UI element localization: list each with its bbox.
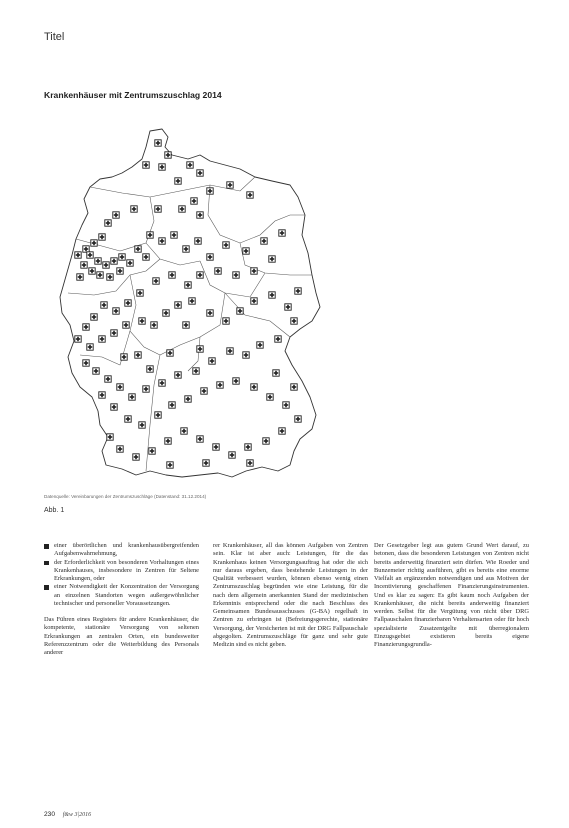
hospital-marker-icon bbox=[99, 392, 105, 398]
hospital-marker-icon bbox=[151, 322, 157, 328]
figure-label: Abb. 1 bbox=[44, 507, 65, 514]
hospital-marker-icon bbox=[165, 152, 171, 158]
hospital-marker-icon bbox=[123, 322, 129, 328]
hospital-marker-icon bbox=[139, 318, 145, 324]
hospital-marker-icon bbox=[169, 272, 175, 278]
hospital-marker-icon bbox=[129, 394, 135, 400]
hospital-marker-icon bbox=[99, 336, 105, 342]
hospital-marker-icon bbox=[263, 438, 269, 444]
hospital-marker-icon bbox=[269, 256, 275, 262]
hospital-marker-icon bbox=[159, 380, 165, 386]
hospital-marker-icon bbox=[143, 162, 149, 168]
page-number: 230 bbox=[44, 811, 56, 818]
hospital-marker-icon bbox=[207, 254, 213, 260]
hospital-marker-icon bbox=[167, 350, 173, 356]
hospital-marker-icon bbox=[149, 448, 155, 454]
text-column-3 bbox=[374, 542, 529, 657]
hospital-marker-icon bbox=[75, 336, 81, 342]
hospital-marker-icon bbox=[197, 436, 203, 442]
hospital-marker-icon bbox=[243, 248, 249, 254]
hospital-marker-icon bbox=[171, 232, 177, 238]
hospital-marker-icon bbox=[273, 370, 279, 376]
hospital-marker-icon bbox=[105, 376, 111, 382]
state-border bbox=[130, 275, 160, 355]
hospital-marker-icon bbox=[291, 384, 297, 390]
list-item-text: einer Notwendigkeit der Konzentration der Versorgung an einzelnen Standorten wegen außergewöhnlicher technischer und personeller Voraussetzungen. bbox=[54, 583, 199, 607]
hospital-marker-icon bbox=[223, 318, 229, 324]
hospital-marker-icon bbox=[101, 302, 107, 308]
hospital-marker-icon bbox=[251, 384, 257, 390]
state-border bbox=[208, 185, 305, 243]
hospital-marker-icon bbox=[201, 388, 207, 394]
hospital-marker-icon bbox=[113, 212, 119, 218]
hospital-marker-icon bbox=[95, 258, 101, 264]
hospital-marker-icon bbox=[269, 292, 275, 298]
hospital-marker-icon bbox=[167, 462, 173, 468]
bullet-square-icon bbox=[44, 585, 49, 590]
state-border bbox=[188, 337, 200, 371]
hospital-markers bbox=[75, 140, 301, 468]
hospital-marker-icon bbox=[185, 282, 191, 288]
hospital-marker-icon bbox=[245, 444, 251, 450]
hospital-marker-icon bbox=[159, 164, 165, 170]
hospital-marker-icon bbox=[143, 386, 149, 392]
list-item bbox=[44, 559, 199, 584]
list-item-text: einer überörtlichen und krankenhausübergreifenden Aufgabenwahrnehmung, bbox=[54, 542, 199, 558]
hospital-marker-icon bbox=[159, 238, 165, 244]
paragraph: Der Gesetzgeber legt aus gutem Grund Wert darauf, zu betonen, dass die besonderen Leistungen von Zentren nicht bereits anderweitig finanziert sein dürfen. Wie Roeder und Bunzemeier richtig ausführen, gibt es bereits eine enorme Vielfalt an ergänzenden notwendigen und aus Motiven der Incentivierung geschaffenen Finanzierungsinstrumenten. Und es klar zu sagen: Es gibt kaum noch Aufgaben der Krankenhäuser, die nicht bereits anderweitig finanziert werden. Selbst für die Vergütung von nicht über DRG Fallpauschalen finanzierbaren Verhaltensarten oder für hoch spezialisierte Zusatzentgelte mit überregionalem Einzugsgebiet existieren bereits eigene Finanzierungsgrundla- bbox=[374, 542, 529, 648]
hospital-marker-icon bbox=[181, 428, 187, 434]
hospital-marker-icon bbox=[213, 444, 219, 450]
list-item bbox=[44, 583, 199, 608]
list-item bbox=[44, 542, 199, 559]
hospital-marker-icon bbox=[275, 336, 281, 342]
state-border bbox=[146, 197, 200, 265]
bullet-square-icon bbox=[44, 561, 49, 566]
hospital-marker-icon bbox=[243, 352, 249, 358]
journal-name: f&w 3|2016 bbox=[62, 812, 92, 818]
hospital-marker-icon bbox=[209, 358, 215, 364]
hospital-marker-icon bbox=[155, 206, 161, 212]
hospital-marker-icon bbox=[99, 234, 105, 240]
hospital-marker-icon bbox=[103, 262, 109, 268]
hospital-marker-icon bbox=[227, 348, 233, 354]
hospital-marker-icon bbox=[215, 268, 221, 274]
hospital-marker-icon bbox=[143, 254, 149, 260]
hospital-marker-icon bbox=[247, 460, 253, 466]
hospital-marker-icon bbox=[285, 304, 291, 310]
hospital-marker-icon bbox=[111, 404, 117, 410]
hospital-marker-icon bbox=[81, 262, 87, 268]
hospital-marker-icon bbox=[153, 278, 159, 284]
hospital-marker-icon bbox=[139, 422, 145, 428]
paragraph: Das Führen eines Registers für andere Krankenhäuser, die kompetente, stationäre Versorgung von seltenen Erkrankungen an zentralen Orten, ein bundesweiter Referenzzentrum oder die Weiterbildung des Personals anderer bbox=[44, 616, 199, 656]
hospital-marker-icon bbox=[187, 162, 193, 168]
hospital-marker-icon bbox=[117, 384, 123, 390]
hospital-marker-icon bbox=[283, 402, 289, 408]
hospital-marker-icon bbox=[279, 428, 285, 434]
hospital-marker-icon bbox=[189, 298, 195, 304]
hospital-marker-icon bbox=[191, 198, 197, 204]
page-footer bbox=[44, 811, 91, 818]
hospital-marker-icon bbox=[131, 206, 137, 212]
hospital-marker-icon bbox=[87, 252, 93, 258]
hospital-marker-icon bbox=[237, 308, 243, 314]
hospital-marker-icon bbox=[175, 302, 181, 308]
hospital-marker-icon bbox=[233, 378, 239, 384]
hospital-marker-icon bbox=[223, 242, 229, 248]
hospital-marker-icon bbox=[291, 318, 297, 324]
hospital-marker-icon bbox=[251, 268, 257, 274]
hospital-marker-icon bbox=[185, 396, 191, 402]
hospital-marker-icon bbox=[111, 330, 117, 336]
paragraph: rer Krankenhäuser, all das können Aufgaben von Zentren sein. Klar ist aber auch: Leistungen, für die das Krankenhaus keinen Versorgungsauftrag hat oder die sich nur daraus ergeben, dass bestehende Leistungen in der Qualität verbessert wurden, können ebenso wenig einen Zentrumszuschlag begründen wie eine Leistung, für die nach dem allgemein anerkannten Stand der medizinischen Erkenntnis entsprechend oder die nach Beschluss des Gemeinsamen Bundesausschusses (G-BA) regelhaft in Zentren zu erbringen ist (Befreiungsgerechte, stationäre Versorgung, der Versicherten ist mit der DRG Fallpauschale abgegolten. Zentrumszuschläge für ganz und sehr gute Medizin sind es nicht geben. bbox=[213, 542, 368, 648]
hospital-marker-icon bbox=[91, 240, 97, 246]
hospital-marker-icon bbox=[257, 342, 263, 348]
hospital-marker-icon bbox=[111, 258, 117, 264]
hospital-marker-icon bbox=[155, 140, 161, 146]
hospital-marker-icon bbox=[163, 310, 169, 316]
hospital-marker-icon bbox=[227, 182, 233, 188]
hospital-marker-icon bbox=[261, 238, 267, 244]
hospital-marker-icon bbox=[133, 454, 139, 460]
figure-source: Datenquelle: Vereinbarungen der Zentrumszuschläge (Datenstand: 31.12.2014) bbox=[44, 494, 207, 499]
hospital-marker-icon bbox=[197, 170, 203, 176]
hospital-marker-icon bbox=[83, 360, 89, 366]
hospital-marker-icon bbox=[179, 206, 185, 212]
hospital-marker-icon bbox=[175, 372, 181, 378]
state-border bbox=[200, 261, 265, 297]
section-title: Titel bbox=[44, 31, 65, 43]
hospital-marker-icon bbox=[83, 246, 89, 252]
text-column-1 bbox=[44, 542, 199, 665]
hospital-marker-icon bbox=[155, 412, 161, 418]
hospital-marker-icon bbox=[113, 308, 119, 314]
hospital-marker-icon bbox=[183, 246, 189, 252]
hospital-marker-icon bbox=[195, 238, 201, 244]
hospital-marker-icon bbox=[147, 366, 153, 372]
hospital-marker-icon bbox=[135, 246, 141, 252]
hospital-marker-icon bbox=[125, 416, 131, 422]
hospital-marker-icon bbox=[183, 322, 189, 328]
hospital-marker-icon bbox=[165, 438, 171, 444]
hospital-marker-icon bbox=[121, 354, 127, 360]
hospital-marker-icon bbox=[203, 460, 209, 466]
hospital-marker-icon bbox=[75, 252, 81, 258]
germany-map bbox=[50, 125, 340, 491]
hospital-marker-icon bbox=[169, 402, 175, 408]
hospital-marker-icon bbox=[83, 324, 89, 330]
hospital-marker-icon bbox=[137, 290, 143, 296]
hospital-marker-icon bbox=[117, 446, 123, 452]
bullet-list bbox=[44, 542, 199, 608]
hospital-marker-icon bbox=[197, 272, 203, 278]
hospital-marker-icon bbox=[107, 274, 113, 280]
hospital-marker-icon bbox=[77, 274, 83, 280]
hospital-marker-icon bbox=[105, 220, 111, 226]
hospital-marker-icon bbox=[207, 310, 213, 316]
bullet-square-icon bbox=[44, 544, 49, 549]
hospital-marker-icon bbox=[117, 268, 123, 274]
hospital-marker-icon bbox=[295, 416, 301, 422]
hospital-marker-icon bbox=[217, 382, 223, 388]
hospital-marker-icon bbox=[267, 394, 273, 400]
hospital-marker-icon bbox=[107, 434, 113, 440]
figure-title: Krankenhäuser mit Zentrumszuschlag 2014 bbox=[44, 90, 222, 100]
hospital-marker-icon bbox=[193, 368, 199, 374]
hospital-marker-icon bbox=[125, 300, 131, 306]
hospital-marker-icon bbox=[87, 344, 93, 350]
text-column-2 bbox=[213, 542, 368, 657]
hospital-marker-icon bbox=[229, 452, 235, 458]
hospital-marker-icon bbox=[197, 212, 203, 218]
hospital-marker-icon bbox=[127, 260, 133, 266]
hospital-marker-icon bbox=[233, 272, 239, 278]
hospital-marker-icon bbox=[197, 346, 203, 352]
list-item-text: der Erforderlichkeit von besonderen Vorhaltungen eines Krankenhauses, insbesondere in Zentren für Seltene Erkrankungen, oder bbox=[54, 558, 199, 582]
hospital-marker-icon bbox=[93, 368, 99, 374]
hospital-marker-icon bbox=[279, 230, 285, 236]
hospital-marker-icon bbox=[119, 254, 125, 260]
hospital-marker-icon bbox=[175, 178, 181, 184]
hospital-marker-icon bbox=[89, 268, 95, 274]
hospital-marker-icon bbox=[91, 314, 97, 320]
hospital-marker-icon bbox=[207, 188, 213, 194]
hospital-marker-icon bbox=[247, 192, 253, 198]
hospital-marker-icon bbox=[135, 352, 141, 358]
hospital-marker-icon bbox=[295, 288, 301, 294]
hospital-marker-icon bbox=[147, 232, 153, 238]
hospital-marker-icon bbox=[97, 272, 103, 278]
hospital-marker-icon bbox=[251, 298, 257, 304]
